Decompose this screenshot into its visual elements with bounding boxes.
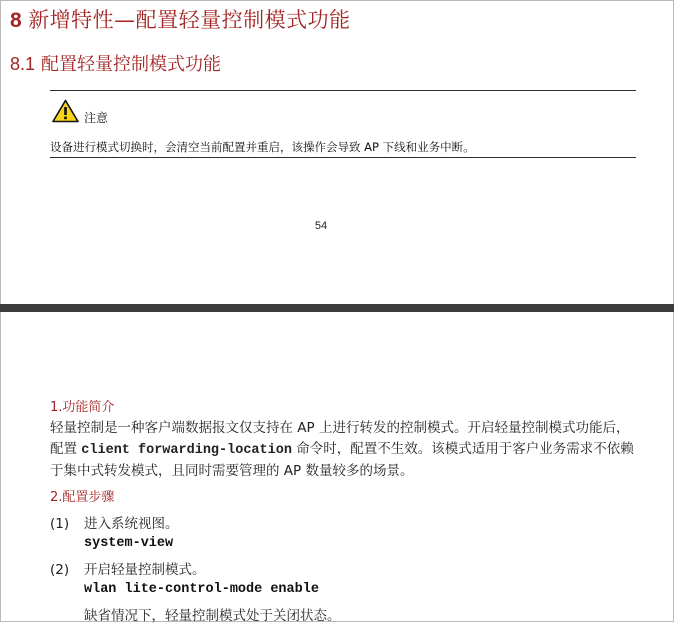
chapter-title: 新增特性—配置轻量控制模式功能	[28, 8, 351, 32]
step-2-command: wlan lite-control-mode enable	[84, 582, 319, 597]
warning-icon	[52, 99, 79, 123]
chapter-number: 8	[10, 9, 23, 32]
intro-heading: 1.功能简介	[50, 400, 115, 415]
page-divider	[0, 304, 674, 312]
step-1	[50, 512, 179, 532]
step-1-number: (1)	[50, 516, 70, 532]
notice-bottom-rule	[50, 157, 636, 158]
step-2	[50, 558, 206, 578]
section-number: 8.1	[10, 54, 36, 74]
notice-text: 设备进行模式切换时，会清空当前配置并重启，该操作会导致 AP 下线和业务中断。	[50, 140, 475, 154]
step-1-command: system-view	[84, 536, 174, 551]
chapter-heading	[10, 4, 351, 34]
page-number: 54	[314, 220, 328, 232]
intro-line-2-before: 配置	[50, 441, 82, 457]
section-title: 配置轻量控制模式功能	[41, 54, 222, 75]
section-heading	[10, 50, 221, 76]
intro-line-2-after: 命令时，配置不生效。该模式适用于客户业务需求不依赖	[291, 441, 634, 457]
step-2-text: 开启轻量控制模式。	[84, 562, 206, 578]
intro-paragraph	[50, 418, 650, 482]
intro-line-1: 轻量控制是一种客户端数据报文仅支持在 AP 上进行转发的控制模式。开启轻量控制模式功能后，	[50, 420, 630, 436]
steps-heading: 2.配置步骤	[50, 490, 115, 505]
default-state-note: 缺省情况下，轻量控制模式处于关闭状态。	[84, 608, 341, 624]
inline-command: client forwarding-location	[81, 443, 292, 458]
notice-top-rule	[50, 90, 636, 91]
notice-label: 注意	[84, 111, 109, 125]
intro-line-2	[50, 439, 650, 461]
step-2-number: (2)	[50, 562, 70, 578]
intro-line-3: 于集中式转发模式，且同时需要管理的 AP 数量较多的场景。	[50, 463, 414, 479]
step-1-text: 进入系统视图。	[84, 516, 179, 532]
